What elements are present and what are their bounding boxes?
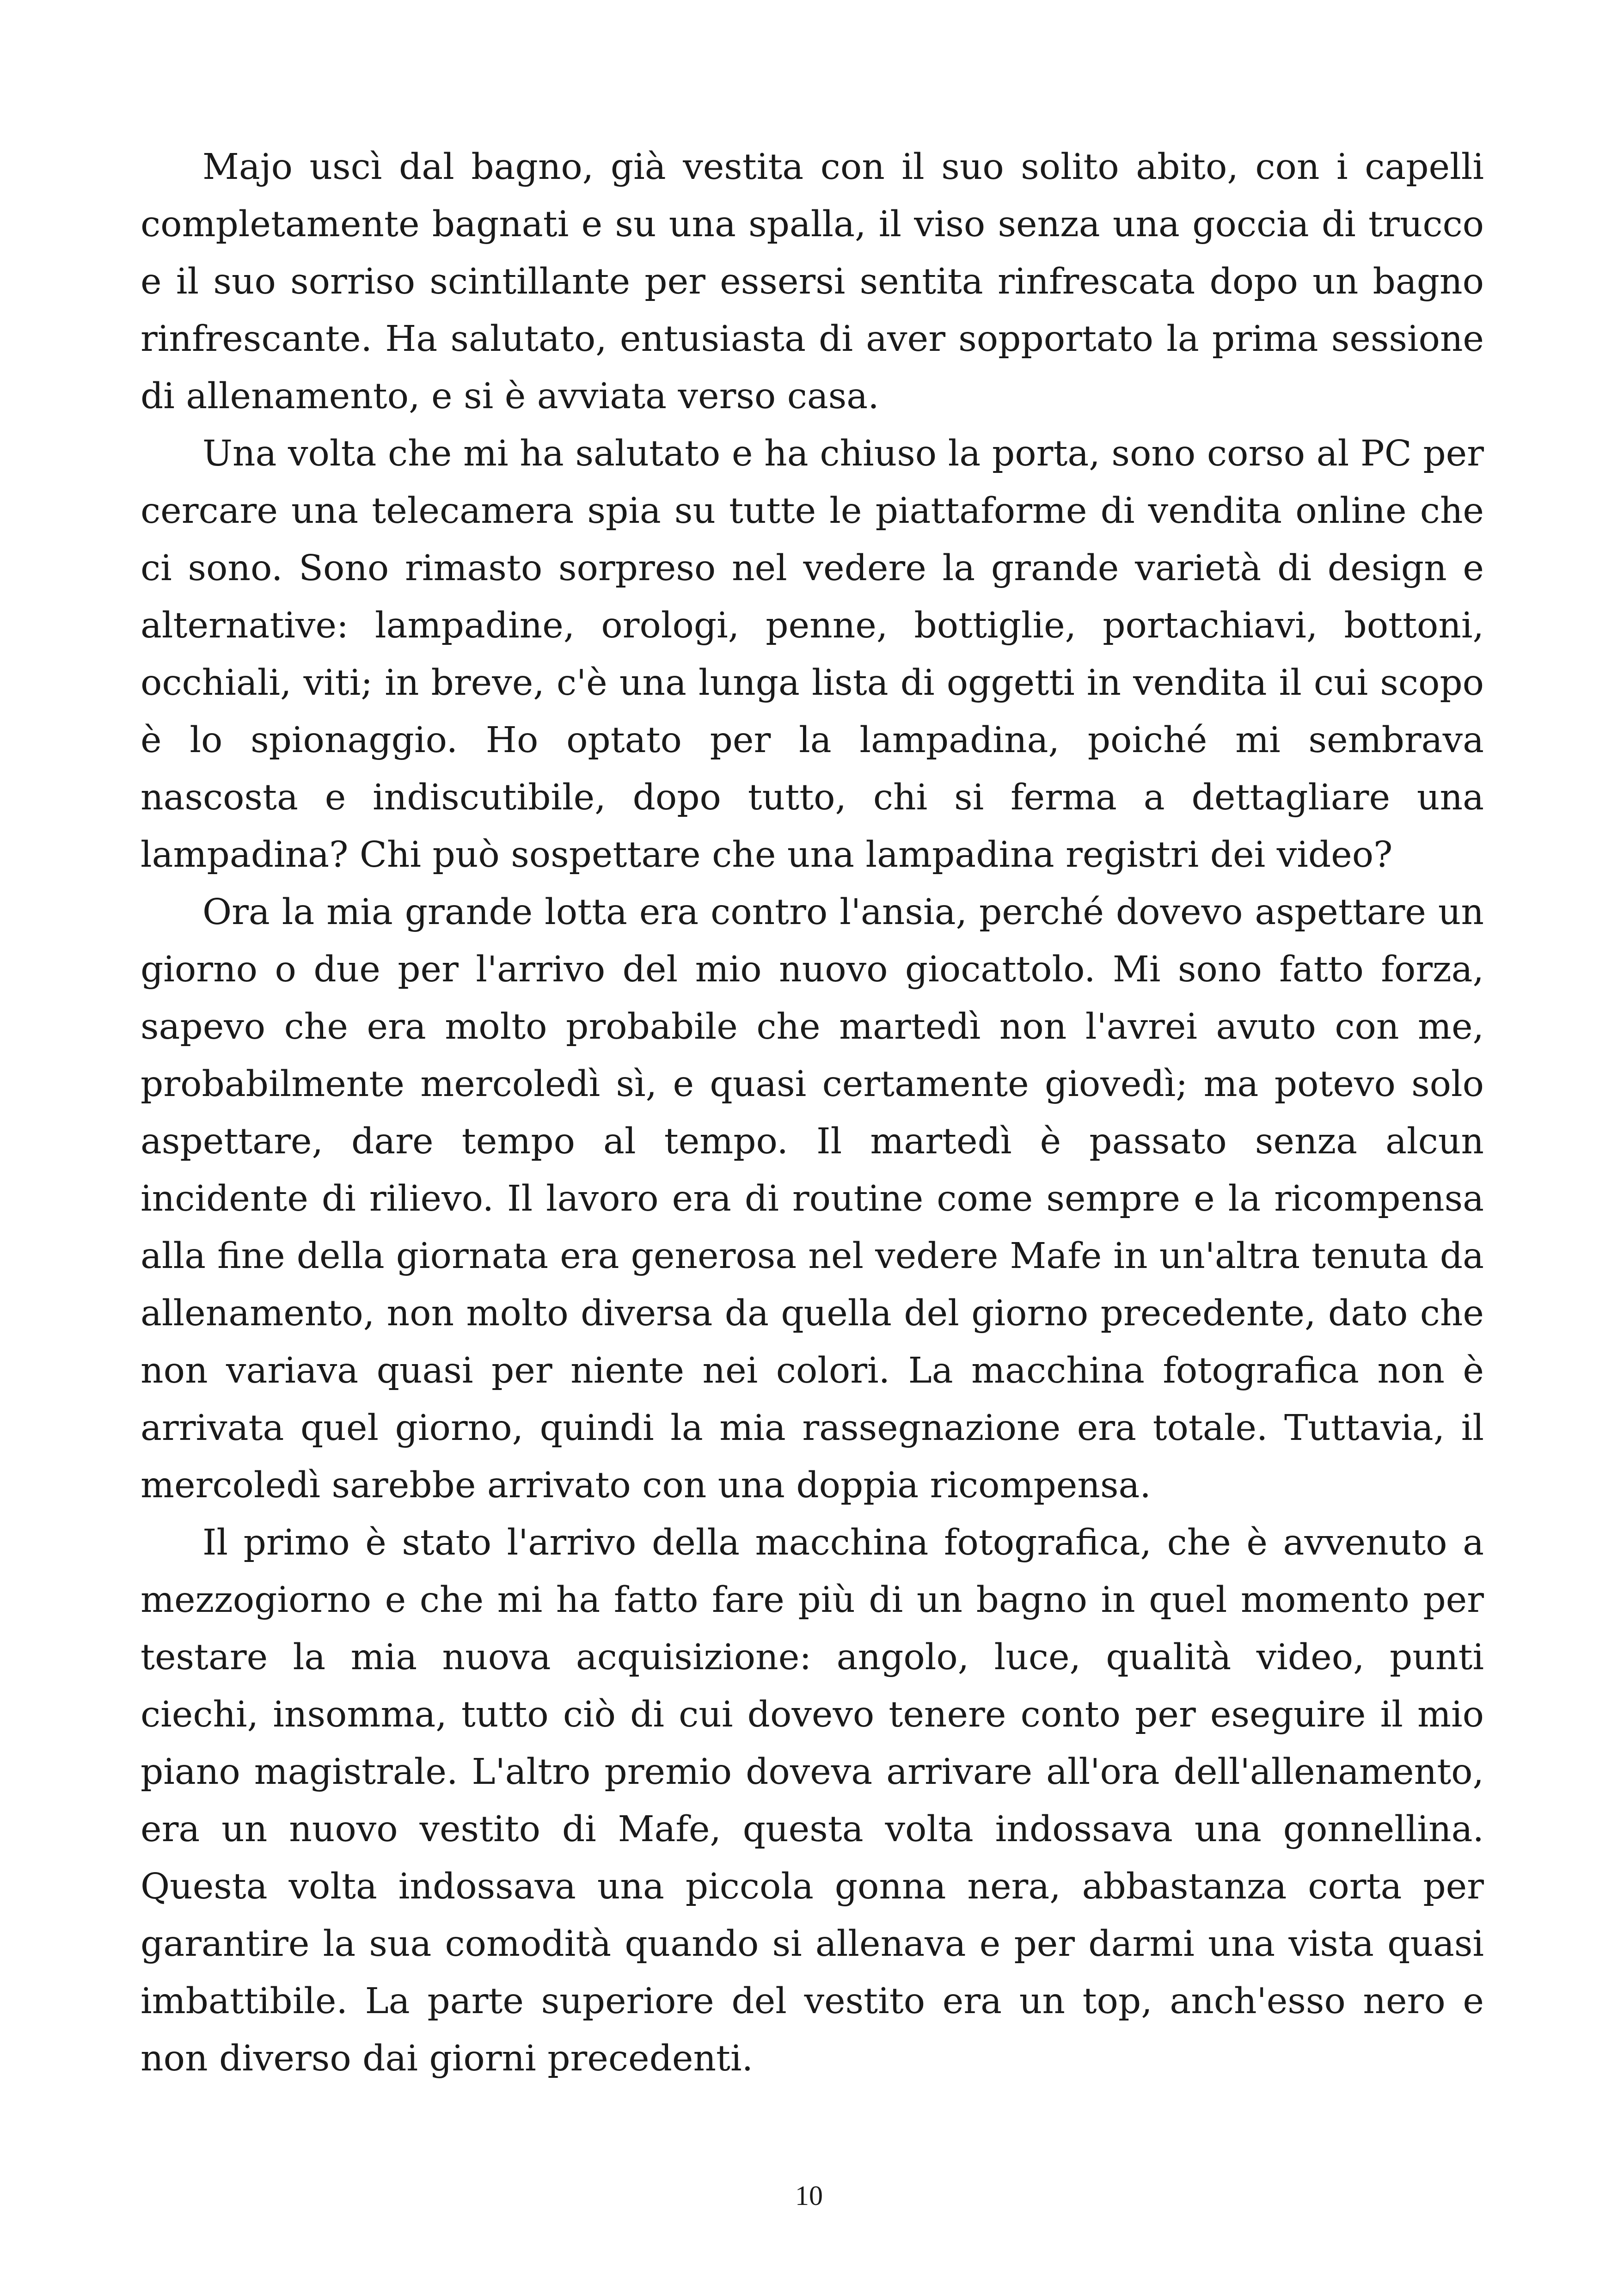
paragraph-4: Il primo è stato l'arrivo della macchina fotografica, che è avvenuto a mezzogiorno e che mi ha fatto fare più di un bagno in quel momento per testare la mia nuova acquisizione: angolo, luce, qualità video, punti ciechi, insomma, tutto ciò di cui dovevo tenere conto per eseguire il mio piano magistrale. L'altro premio doveva arrivare all'ora dell'allenamento, era un nuovo vestito di Mafe, questa volta indossava una gonnellina. Questa volta indossava una piccola gonna nera, abbastanza corta per garantire la sua comodità quando si allenava e per darmi una vista quasi imbattibile. La parte superiore del vestito era un top, anch'esso nero e non diverso dai giorni precedenti.: [141, 1522, 1484, 2079]
paragraph-3: Ora la mia grande lotta era contro l'ansia, perché dovevo aspettare un giorno o due per l'arrivo del mio nuovo giocattolo. Mi sono fatto forza, sapevo che era molto probabile che martedì non l'avrei avuto con me, probabilmente mercoledì sì, e quasi certamente giovedì; ma potevo solo aspettare, dare tempo al tempo. Il martedì è passato senza alcun incidente di rilievo. Il lavoro era di routine come sempre e la ricompensa alla fine della giornata era generosa nel vedere Mafe in un'altra tenuta da allenamento, non molto diversa da quella del giorno precedente, dato che non variava quasi per niente nei colori. La macchina fotografica non è arrivata quel giorno, quindi la mia rassegnazione era totale. Tuttavia, il mercoledì sarebbe arrivato con una doppia ricompensa.: [141, 892, 1484, 1506]
paragraph-1: Majo uscì dal bagno, già vestita con il suo solito abito, con i capelli completamente bagnati e su una spalla, il viso senza una goccia di trucco e il suo sorriso scintillante per essersi sentita rinfrescata dopo un bagno rinfrescante. Ha salutato, entusiasta di aver sopportato la prima sessione di allenamento, e si è avviata verso casa.: [141, 147, 1484, 417]
text-body: [141, 139, 1484, 2088]
page-number: 10: [795, 2180, 823, 2211]
paragraph-2: Una volta che mi ha salutato e ha chiuso la porta, sono corso al PC per cercare una telecamera spia su tutte le piattaforme di vendita online che ci sono. Sono rimasto sorpreso nel vedere la grande varietà di design e alternative: lampadine, orologi, penne, bottiglie, portachiavi, bottoni, occhiali, viti; in breve, c'è una lunga lista di oggetti in vendita il cui scopo è lo spionaggio. Ho optato per la lampadina, poiché mi sembrava nascosta e indiscutibile, dopo tutto, chi si ferma a dettagliare una lampadina? Chi può sospettare che una lampadina registri dei video?: [141, 433, 1484, 876]
